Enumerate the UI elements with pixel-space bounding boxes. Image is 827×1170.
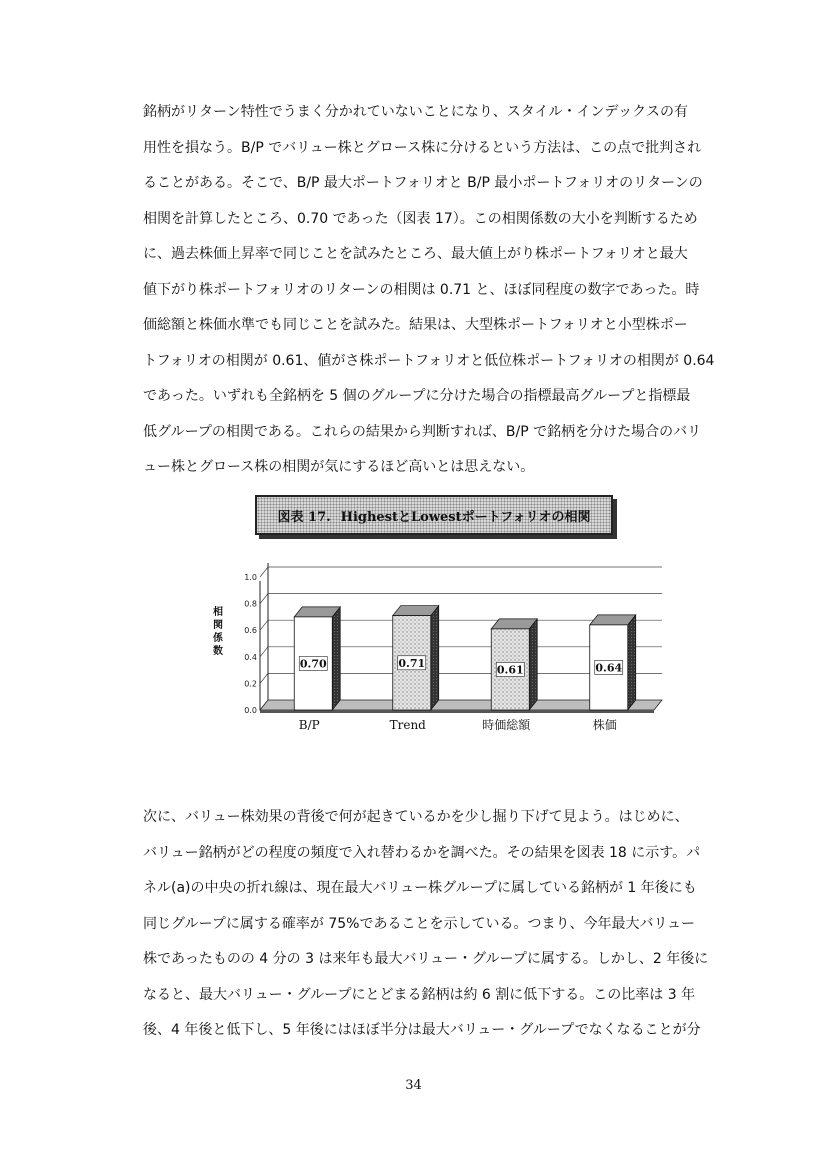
- text-line: 銘柄がリターン特性でうまく分かれていないことになり、スタイル・インデックスの有: [143, 104, 689, 120]
- y-tick-label: 0.4: [244, 652, 257, 662]
- gridline-side: [260, 620, 268, 630]
- bar-top: [294, 607, 340, 617]
- figure-caption-box: [255, 495, 613, 535]
- gridline-side: [260, 647, 268, 657]
- text-line: 次に、バリュー株効果の背後で何が起きているかを少し掘り下げて見よう。はじめに、: [143, 809, 689, 825]
- text-line: 相関を計算したところ、0.70 であった（図表 17）。この相関係数の大小を判断するため: [143, 210, 698, 227]
- gridline-side: [260, 673, 268, 683]
- paragraph-1: [143, 95, 728, 486]
- x-category-label: 時価総額: [482, 718, 531, 732]
- bar-2: [393, 606, 439, 710]
- text-line: バリュー銘柄がどの程度の頻度で入れ替わるかを調べた。その結果を図表 18 に示す。パ: [143, 844, 701, 861]
- data-label: 0.70: [299, 657, 327, 671]
- correlation-bar-chart: [210, 555, 670, 745]
- figure-title: HighestとLowestポートフォリオの相関: [340, 509, 591, 525]
- text-line: 株であったものの 4 分の 3 は来年も最大バリュー・グループに属する。しかし、2 年後に: [143, 951, 709, 967]
- y-axis-label-char: 数: [213, 646, 223, 657]
- text-line: 低グループの相関である。これらの結果から判断すれば、B/P で銘柄を分けた場合のバリ: [143, 423, 702, 440]
- text-line: ネル(a)の中央の折れ線は、現在最大バリュー株グループに属している銘柄が 1 年後にも: [143, 880, 697, 896]
- text-line: 同じグループに属する確率が 75%であることを示している。つまり、今年最大バリュー: [143, 915, 696, 932]
- bar-top: [491, 619, 537, 629]
- bar-side: [332, 607, 340, 710]
- data-label: 0.71: [398, 656, 426, 670]
- y-tick-label: 0.6: [244, 626, 257, 636]
- floor-edge: [260, 710, 654, 713]
- y-tick-label: 0.8: [244, 599, 257, 609]
- data-label: 0.61: [496, 663, 524, 677]
- y-tick-label: 0.0: [244, 706, 257, 715]
- bar-top: [393, 606, 439, 616]
- figure-number: 図表 17.: [277, 509, 331, 525]
- y-tick-label: 1.0: [244, 573, 257, 582]
- y-tick-label: 0.2: [244, 679, 257, 689]
- bar-top: [590, 615, 636, 625]
- y-axis-label-char: 係: [213, 633, 223, 644]
- bar-1: [294, 607, 340, 710]
- text-line: 用性を損なう。B/P でバリュー株とグロース株に分けるという方法は、この点で批判され: [143, 139, 702, 156]
- x-category-label: 株価: [592, 718, 617, 732]
- bar-side: [529, 619, 537, 710]
- gridline-side: [260, 594, 268, 604]
- y-axis-label-char: 関: [213, 620, 223, 631]
- page-number: 34: [405, 1078, 422, 1093]
- bar-side: [431, 606, 439, 710]
- text-line: であった。いずれも全銘柄を 5 個のグループに分けた場合の指標最高グループと指標最: [143, 388, 691, 404]
- text-line: 値下がり株ポートフォリオのリターンの相関は 0.71 と、ほぼ同程度の数字であった。時: [143, 281, 700, 298]
- bar-3: [491, 619, 537, 710]
- text-line: ることがある。そこで、B/P 最大ポートフォリオと B/P 最小ポートフォリオのリターンの: [143, 175, 703, 191]
- text-line: 後、4 年後と低下し、5 年後にはほぼ半分は最大バリュー・グループでなくなることが分: [143, 1022, 701, 1038]
- x-category-label: Trend: [389, 718, 426, 732]
- text-line: なると、最大バリュー・グループにとどまる銘柄は約 6 割に低下する。この比率は 3 年: [143, 986, 696, 1003]
- bar-4: [590, 615, 636, 710]
- text-line: トフォリオの相関が 0.61、値がさ株ポートフォリオと低位株ポートフォリオの相関が 0.64: [143, 352, 715, 369]
- y-axis-label-char: 相: [213, 607, 223, 618]
- bar-side: [628, 615, 636, 710]
- paragraph-2: [143, 800, 728, 1049]
- gridline-side: [260, 567, 268, 577]
- text-line: 価総額と株価水準でも同じことを試みた。結果は、大型株ポートフォリオと小型株ポー: [143, 317, 688, 333]
- data-label: 0.64: [595, 661, 623, 675]
- text-line: に、過去株価上昇率で同じことを試みたところ、最大値上がり株ポートフォリオと最大: [143, 246, 688, 262]
- text-line: ュー株とグロース株の相関が気にするほど高いとは思えない。: [143, 459, 535, 475]
- x-category-label: B/P: [298, 718, 320, 732]
